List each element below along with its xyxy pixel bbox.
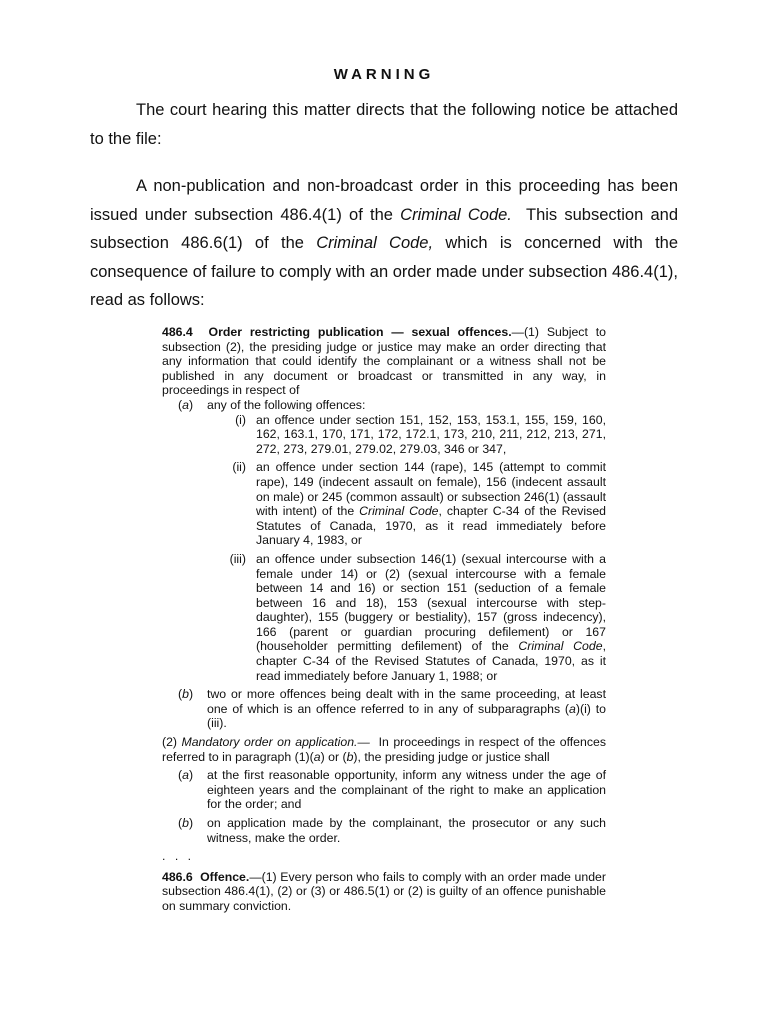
intro-paragraph-1 <box>90 96 678 153</box>
paragraph-text-a: two or more offences being dealt with in the same proceeding, at least one of which is an offence referred to in any of subparagraphs ( <box>207 687 606 716</box>
subsection-2 <box>162 735 610 764</box>
subparagraph-label: (ii) <box>232 460 246 475</box>
omission-ellipsis: . . . <box>162 849 195 864</box>
intro-p2-text-c: which is concerned with the consequence of failure to comply with an order made under subsection 486.4(1), read as follows: <box>90 234 679 309</box>
subsection-number: (2) <box>162 735 182 750</box>
subparagraph-text <box>256 552 606 683</box>
subparagraph-iii <box>162 552 606 683</box>
section-486-4-intro <box>162 325 606 398</box>
paragraph-label: (b) <box>178 687 194 702</box>
subsection-2-paragraph-a <box>162 768 606 812</box>
paragraph-a <box>162 398 606 413</box>
paragraph-label: (b) <box>178 816 194 830</box>
paragraph-text: at the first reasonable opportunity, inform any witness under the age of eighteen years and the complainant of the right to make an application for the order; and <box>207 768 606 812</box>
section-number: 486.6 <box>162 869 193 884</box>
section-number: 486.4 <box>162 325 193 339</box>
subparagraph-i <box>162 413 606 457</box>
subsection-heading: Mandatory order on application.— <box>181 735 370 750</box>
paragraph-ref-italic: a <box>313 749 321 764</box>
subparagraph-text-a: an offence under section 144 (rape), 145 (attempt to commit rape), 149 (indecent assault on female), 156 (indecent assault on male) or 245 (common assault) or subsection 246(1) (assault with intent) of the <box>256 460 606 519</box>
paragraph-text-b: )(i) to (iii). <box>207 701 606 731</box>
subsection-2-paragraph-b <box>162 816 606 845</box>
criminal-code-ref: Criminal Code, <box>316 234 434 252</box>
warning-title: WARNING <box>333 66 435 83</box>
subsection-text-c: ), the presiding judge or justice shall <box>353 749 550 764</box>
paragraph-label: (a) <box>178 397 194 412</box>
paragraph-ref-italic: a <box>569 701 576 716</box>
subparagraph-ii <box>162 460 606 548</box>
paragraph-b <box>162 687 606 731</box>
intro-paragraph-2 <box>90 172 683 315</box>
criminal-code-ref: Criminal Code. <box>400 205 512 224</box>
paragraph-label: (a) <box>178 768 194 783</box>
paragraph-text: any of the following offences: <box>207 397 366 412</box>
intro-p1-text: The court hearing this matter directs that the following notice be attached to the file: <box>90 101 678 148</box>
subparagraph-label: (iii) <box>229 551 246 566</box>
subparagraph-text-a: an offence under subsection 146(1) (sexual intercourse with a female under 14) or (2) (sexual intercourse with a female between 14 and 16) or section 151 (seduction of a female between 16 and 18), 153 (sexual intercourse with step-daughter), 155 (buggery or bestiality), 157 (gross indecency), 166 (parent or guardian procuring defilement) or 167 (householder permitting defilement) of the <box>256 551 606 654</box>
subparagraph-text-b: , chapter C-34 of the Revised Statutes of Canada, 1970, as it read immediately before January 1, 1988; or <box>256 639 606 683</box>
subparagraph-text <box>256 460 606 548</box>
paragraph-text <box>207 687 606 731</box>
intro-p2-text-b: This subsection and subsection 486.6(1) of the <box>90 205 683 252</box>
paragraph-text: on application made by the complainant, the prosecutor or any such witness, make the order. <box>207 816 606 845</box>
section-text: —(1) Every person who fails to comply with an order made under subsection 486.4(1), (2) or (3) or 486.5(1) or (2) is guilty of an offence punishable on summary conviction. <box>162 869 606 913</box>
subparagraph-text-b: , chapter C-34 of the Revised Statutes of Canada, 1970, as it read immediately before January 4, 1983, or <box>256 504 606 548</box>
paragraph-ref-italic: b <box>346 749 354 764</box>
subparagraph-label: (i) <box>235 412 246 427</box>
subsection-text-a: In proceedings in respect of the offences referred to in paragraph (1)( <box>162 735 610 764</box>
subparagraph-text: an offence under section 151, 152, 153, 153.1, 155, 159, 160, 162, 163.1, 170, 171, 172, 172.1, 173, 210, 211, 212, 213, 271, 272, 273, 279.01, 279.02, 279.03, 346 or 347, <box>256 412 606 456</box>
statute-excerpt <box>162 325 610 914</box>
criminal-code-ref: Criminal Code <box>359 504 439 519</box>
section-heading: Order restricting publication — sexual offences. <box>208 325 512 339</box>
section-486-6 <box>162 870 606 914</box>
section-text: —(1) Subject to subsection (2), the presiding judge or justice may make an order directing that any information that could identify the complainant or a witness shall not be published in any document or broadcast or transmitted in any way, in proceedings in respect of <box>162 325 606 398</box>
subsection-text-b: ) or ( <box>320 749 347 764</box>
section-heading: Offence. <box>200 869 250 884</box>
criminal-code-ref: Criminal Code <box>518 639 603 654</box>
intro-p2-text-a: A non-publication and non-broadcast order in this proceeding has been issued under subsection 486.4(1) of the <box>90 177 678 224</box>
